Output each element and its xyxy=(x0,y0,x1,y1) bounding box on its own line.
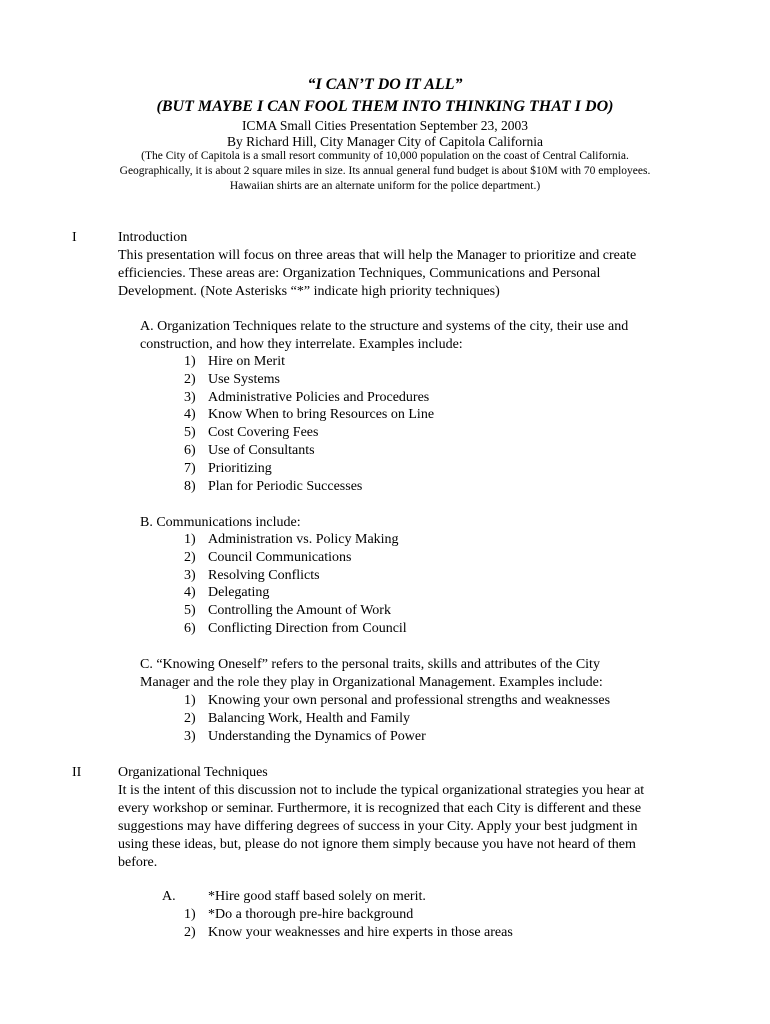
list-number: 1) xyxy=(184,693,196,708)
section-heading: Organizational Techniques xyxy=(118,765,268,780)
list-item xyxy=(184,406,434,424)
section-number: I xyxy=(72,230,77,245)
list-item xyxy=(184,460,434,478)
list-number: 2) xyxy=(184,710,196,726)
list-number: 2) xyxy=(184,549,196,565)
part-text: *Hire good staff based solely on merit. xyxy=(208,889,426,904)
presentation-line: ICMA Small Cities Presentation September 23, 2003 xyxy=(241,118,529,133)
list-text: Balancing Work, Health and Family xyxy=(208,710,410,726)
paragraph-line: It is the intent of this discussion not to include the typical organizational strategies you hear at xyxy=(118,783,645,798)
section-body-paragraph xyxy=(118,782,698,872)
document-title: “I CAN’T DO IT ALL” xyxy=(307,76,463,93)
list-text: Prioritizing xyxy=(208,460,272,476)
list-number: 5) xyxy=(184,603,196,619)
part-b-list xyxy=(184,531,407,638)
list-number: 1) xyxy=(184,907,196,922)
list-text: Conflicting Direction from Council xyxy=(208,620,407,636)
list-text: Delegating xyxy=(208,585,270,601)
part-a-paragraph xyxy=(140,318,700,354)
list-number: 3) xyxy=(184,567,196,583)
list-text: *Do a thorough pre-hire background xyxy=(208,907,414,922)
list-number: 6) xyxy=(184,620,196,636)
list-number: 3) xyxy=(184,389,196,405)
part-c-paragraph xyxy=(140,656,700,692)
paragraph-line: construction, and how they interrelate. Examples include: xyxy=(140,337,463,352)
list-item xyxy=(184,924,513,942)
list-item xyxy=(184,478,434,496)
list-text: Knowing your own personal and professional strengths and weaknesses xyxy=(208,693,611,708)
list-item xyxy=(184,692,610,710)
list-item xyxy=(184,728,610,746)
list-number: 3) xyxy=(184,728,196,744)
list-text: Council Communications xyxy=(208,549,352,565)
section2-part-a-list xyxy=(184,906,513,942)
note-line: Hawaiian shirts are an alternate uniform for the police department.) xyxy=(229,180,541,192)
paragraph-line: This presentation will focus on three areas that will help the Manager to prioritize and create xyxy=(118,248,637,263)
note-line: Geographically, it is about 2 square miles in size. Its annual general fund budget is about $10M with 70 employees. xyxy=(119,165,651,177)
list-number: 1) xyxy=(184,354,196,369)
list-item xyxy=(184,389,434,407)
list-item xyxy=(184,602,407,620)
list-text: Use Systems xyxy=(208,371,280,387)
list-item xyxy=(184,567,407,585)
list-number: 5) xyxy=(184,425,196,441)
list-text: Know When to bring Resources on Line xyxy=(208,407,435,423)
paragraph-line: C. “Knowing Oneself” refers to the personal traits, skills and attributes of the City xyxy=(140,657,600,672)
document-subtitle: (BUT MAYBE I CAN FOOL THEM INTO THINKING THAT I DO) xyxy=(156,98,614,115)
list-item xyxy=(184,620,407,638)
list-text: Administration vs. Policy Making xyxy=(208,532,399,547)
paragraph-line: Manager and the role they play in Organizational Management. Examples include: xyxy=(140,675,603,690)
list-number: 2) xyxy=(184,371,196,387)
paragraph-line: suggestions may have differing degrees of success in your City. Apply your best judgment in xyxy=(118,819,638,834)
list-item xyxy=(184,906,513,924)
list-text: Use of Consultants xyxy=(208,442,315,458)
part-letter: A. xyxy=(162,889,176,904)
list-text: Cost Covering Fees xyxy=(208,425,319,441)
section2-part-a xyxy=(162,888,426,906)
part-c-list xyxy=(184,692,610,745)
section-heading: Introduction xyxy=(118,230,188,245)
paragraph-line: every workshop or seminar. Furthermore, it is recognized that each City is different and these xyxy=(118,801,642,816)
list-item xyxy=(184,531,407,549)
paragraph-line: efficiencies. These areas are: Organization Techniques, Communications and Personal xyxy=(118,266,601,281)
list-text: Resolving Conflicts xyxy=(208,567,320,583)
list-item xyxy=(184,549,407,567)
list-item xyxy=(184,371,434,389)
list-number: 4) xyxy=(184,585,196,601)
list-text: Controlling the Amount of Work xyxy=(208,603,391,619)
list-text: Know your weaknesses and hire experts in those areas xyxy=(208,924,513,940)
list-number: 6) xyxy=(184,442,196,458)
list-item xyxy=(184,442,434,460)
paragraph-line: B. Communications include: xyxy=(140,515,301,530)
part-a-list xyxy=(184,353,434,495)
part-b-paragraph xyxy=(140,514,700,532)
section-number: II xyxy=(72,765,82,780)
list-text: Understanding the Dynamics of Power xyxy=(208,728,426,744)
list-item xyxy=(184,353,434,371)
list-number: 7) xyxy=(184,460,196,476)
paragraph-line: before. xyxy=(118,855,158,870)
list-item xyxy=(184,424,434,442)
list-number: 2) xyxy=(184,924,196,940)
list-number: 1) xyxy=(184,532,196,547)
paragraph-line: Development. (Note Asterisks “*” indicate high priority techniques) xyxy=(118,284,500,299)
list-item xyxy=(184,710,610,728)
paragraph-line: using these ideas, but, please do not ignore them simply because you have not heard of them xyxy=(118,837,636,852)
list-number: 4) xyxy=(184,407,196,423)
paragraph-line: A. Organization Techniques relate to the structure and systems of the city, their use and xyxy=(140,319,629,334)
section-intro-paragraph xyxy=(118,247,698,301)
list-text: Administrative Policies and Procedures xyxy=(208,389,430,405)
author-line: By Richard Hill, City Manager City of Capitola California xyxy=(226,134,544,149)
list-item xyxy=(184,584,407,602)
list-text: Plan for Periodic Successes xyxy=(208,478,363,494)
list-text: Hire on Merit xyxy=(208,354,285,369)
note-line: (The City of Capitola is a small resort community of 10,000 population on the coast of Central California. xyxy=(141,150,629,162)
list-number: 8) xyxy=(184,478,196,494)
